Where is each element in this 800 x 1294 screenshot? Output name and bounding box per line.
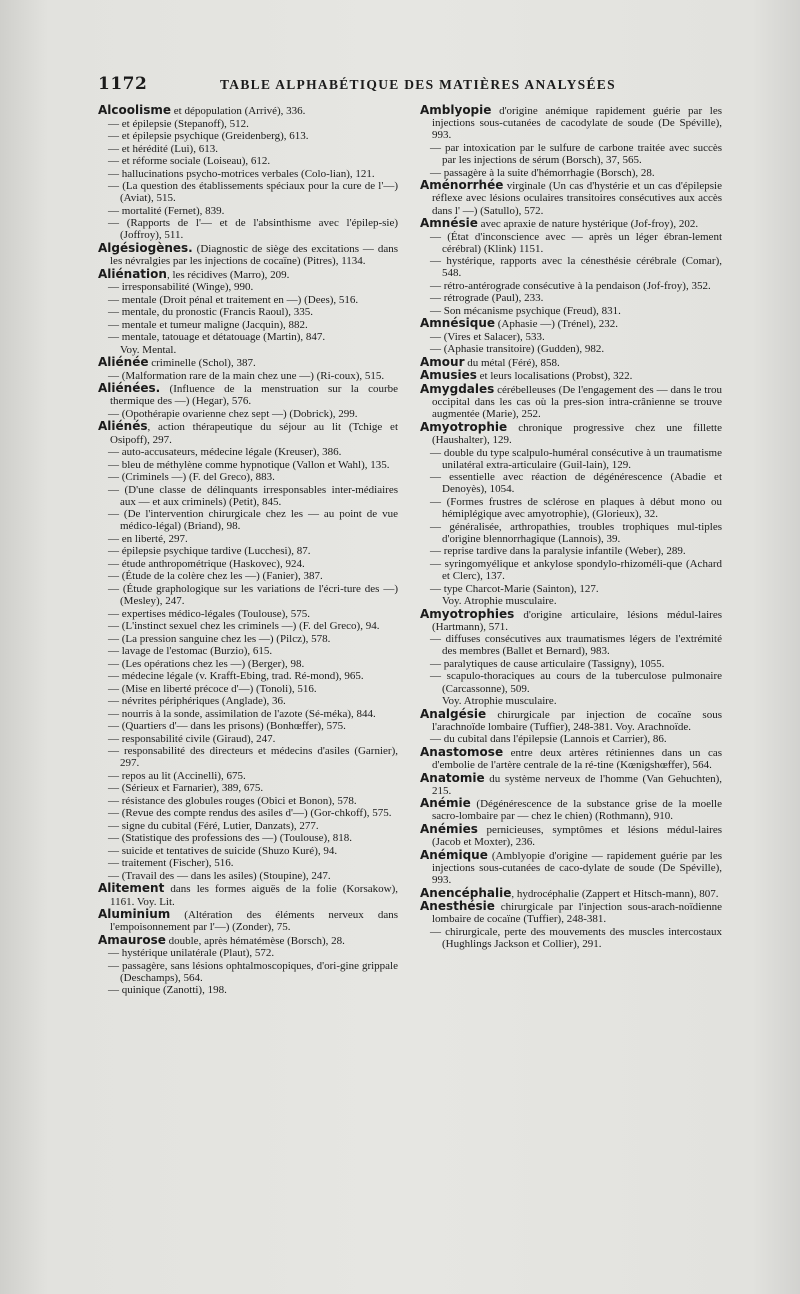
index-subentry bbox=[98, 471, 398, 483]
index-entry bbox=[98, 242, 398, 267]
entry-keyword: Amaurose bbox=[98, 932, 166, 947]
index-subentry bbox=[98, 608, 398, 620]
index-subentry bbox=[98, 795, 398, 807]
index-subentry bbox=[420, 231, 722, 255]
index-subentry bbox=[98, 770, 398, 782]
index-column-right bbox=[420, 104, 722, 950]
running-title: TABLE ALPHABÉTIQUE DES MATIÈRES ANALYSÉES bbox=[220, 77, 616, 92]
entry-text: — nourris à la sonde, assimilation de l'azote (Sé-méka), 844. bbox=[108, 707, 376, 720]
entry-text: avec apraxie de nature hystérique (Jof-froy), 202. bbox=[477, 218, 699, 231]
entry-text: chirurgicale par l'injection sous-arach-noïdienne lombaire de cocaïne (Tuffier), 248-381. bbox=[432, 901, 722, 926]
index-subentry bbox=[420, 471, 722, 495]
entry-text: — (Revue des compte rendus des asiles d'—) (Gor-chkoff), 575. bbox=[108, 807, 392, 820]
index-subentry bbox=[420, 280, 722, 292]
index-subentry bbox=[98, 558, 398, 570]
entry-text: chronique progressive chez une fillette (Haushalter), 129. bbox=[432, 421, 722, 447]
index-entry bbox=[420, 104, 722, 142]
entry-text: — reprise tardive dans la paralysie infantile (Weber), 289. bbox=[430, 545, 686, 558]
index-entry bbox=[98, 268, 398, 281]
index-entry bbox=[420, 708, 722, 733]
entry-text: — essentielle avec réaction de dégénérescence (Abadie et Denoyès), 1054. bbox=[430, 471, 722, 496]
page-header bbox=[98, 74, 738, 98]
entry-keyword: Anatomie bbox=[420, 770, 485, 785]
index-subentry bbox=[98, 217, 398, 241]
entry-text: et dépopulation (Arrivé), 336. bbox=[171, 105, 306, 117]
entry-text: — expertises médico-légales (Toulouse), 575. bbox=[108, 607, 311, 620]
entry-keyword: Amnésique bbox=[420, 316, 495, 331]
entry-text: chirurgicale par injection de cocaïne sous l'arachnoïde lombaire (Tuffier), 248-381. Voy. Arachnoïde. bbox=[432, 708, 722, 733]
index-subentry bbox=[98, 408, 398, 420]
entry-keyword: Analgésie bbox=[420, 706, 487, 721]
entry-text: — (L'instinct sexuel chez les criminels —) (F. del Greco), 94. bbox=[108, 620, 380, 633]
index-subentry bbox=[420, 521, 722, 545]
index-subentry bbox=[98, 620, 398, 632]
index-entry bbox=[420, 369, 722, 382]
index-subentry bbox=[98, 180, 398, 204]
index-subentry bbox=[98, 845, 398, 857]
index-subentry bbox=[98, 118, 398, 130]
index-subentry bbox=[420, 496, 722, 520]
index-subentry bbox=[98, 281, 398, 293]
entry-text: (Influence de la menstruation sur la courbe thermique des —) (Hegar), 576. bbox=[110, 383, 398, 408]
entry-text: — type Charcot-Marie (Sainton), 127. bbox=[430, 582, 599, 595]
index-entry bbox=[420, 217, 722, 230]
entry-text: — et épilepsie psychique (Greidenberg), 613. bbox=[108, 130, 309, 142]
index-subentry bbox=[98, 306, 398, 318]
index-subentry bbox=[420, 142, 722, 166]
index-entry bbox=[420, 823, 722, 848]
index-entry bbox=[420, 849, 722, 887]
entry-text: — étude anthropométrique (Haskovec), 924. bbox=[108, 557, 305, 570]
entry-text: — (Mise en liberté précoce d'—) (Tonoli), 516. bbox=[108, 682, 317, 695]
index-entry bbox=[98, 104, 398, 117]
entry-text: — repos au lit (Accinelli), 675. bbox=[108, 769, 246, 782]
entry-keyword: Aluminium bbox=[98, 907, 171, 922]
index-subentry bbox=[98, 960, 398, 984]
entry-keyword: Aménorrhée bbox=[420, 178, 504, 193]
index-column-left bbox=[98, 104, 398, 997]
index-subentry bbox=[98, 508, 398, 532]
index-subentry bbox=[98, 683, 398, 695]
entry-text: — (Vires et Salacer), 533. bbox=[430, 330, 545, 343]
index-subentry bbox=[98, 484, 398, 508]
entry-text: — et réforme sociale (Loiseau), 612. bbox=[108, 155, 271, 167]
entry-text: d'origine anémique rapidement guérie par les injections sous-cutanées de cacodylate de soude (De Spéville), 993. bbox=[432, 105, 722, 142]
entry-text: — en liberté, 297. bbox=[108, 532, 188, 545]
entry-text: (Amblyopie d'origine — rapidement guérie par les injections sous-cutanées de caco-dylate de soude (De Spéville), 993. bbox=[432, 849, 722, 887]
entry-keyword: Anencéphalie bbox=[420, 885, 512, 900]
index-entry bbox=[420, 317, 722, 330]
entry-keyword: Anémies bbox=[420, 821, 478, 836]
index-entry bbox=[420, 900, 722, 925]
entry-text: (Dégénérescence de la substance grise de la moelle sacro-lombaire par — chez le chien) (Rothmann), 910. bbox=[432, 798, 722, 823]
index-entry bbox=[420, 746, 722, 771]
index-subentry bbox=[420, 926, 722, 950]
entry-text: — suicide et tentatives de suicide (Shuzo Kuré), 94. bbox=[108, 844, 338, 857]
entry-keyword: Alitement bbox=[98, 881, 165, 896]
index-subentry bbox=[98, 658, 398, 670]
entry-text: — syringomyélique et ankylose spondylo-rhizoméli-que (Achard et Clerc), 137. bbox=[430, 557, 722, 583]
index-subentry bbox=[98, 857, 398, 869]
index-subentry bbox=[98, 545, 398, 557]
entry-text: — (Sérieux et Farnarier), 389, 675. bbox=[108, 782, 264, 795]
entry-text: (Altération des éléments nerveux dans l'empoisonnement par l'—) (Zonder), 75. bbox=[110, 909, 398, 934]
entry-text: du système nerveux de l'homme (Van Gehuchten), 215. bbox=[432, 772, 722, 797]
entry-text: — mentale et tumeur maligne (Jacquin), 882. bbox=[108, 318, 308, 331]
index-entry bbox=[98, 908, 398, 933]
index-entry bbox=[420, 356, 722, 369]
index-entry bbox=[98, 382, 398, 407]
entry-text: — rétro-antérograde consécutive à la pendaison (Jof-froy), 352. bbox=[430, 279, 711, 292]
index-entry bbox=[98, 934, 398, 947]
entry-text: Voy. Atrophie musculaire. bbox=[442, 595, 557, 608]
index-subentry bbox=[98, 583, 398, 607]
entry-text: — (Statistique des professions des —) (Toulouse), 818. bbox=[108, 832, 352, 845]
entry-keyword: Anesthésie bbox=[420, 899, 495, 914]
index-subentry bbox=[98, 168, 398, 180]
entry-text: — hallucinations psycho-motrices verbales (Colo-lian), 121. bbox=[108, 167, 375, 180]
index-subentry bbox=[98, 294, 398, 306]
index-subentry bbox=[98, 533, 398, 545]
entry-text: — (Aphasie transitoire) (Gudden), 982. bbox=[430, 343, 605, 356]
entry-text: dans les formes aiguës de la folie (Korsakow), 1161. Voy. Lit. bbox=[110, 883, 398, 908]
index-subentry bbox=[420, 167, 722, 179]
entry-text: , les récidives (Marro), 209. bbox=[166, 268, 290, 281]
entry-text: — hystérique unilatérale (Plaut), 572. bbox=[108, 947, 275, 960]
entry-text: — médecine légale (v. Krafft-Ebing, trad. Ré-mond), 965. bbox=[108, 670, 364, 683]
entry-text: — chirurgicale, perte des mouvements des muscles intercostaux (Hughlings Jackson et Collier), 291. bbox=[430, 925, 722, 950]
index-subentry bbox=[98, 205, 398, 217]
entry-text: — responsabilité civile (Giraud), 247. bbox=[108, 732, 276, 745]
entry-text: virginale (Un cas d'hystérie et un cas d'épilepsie réflexe avec lésions oculaires transitoires consécutives aux accès dans l' —) (Satullo), 572. bbox=[432, 180, 722, 217]
see-also-reference bbox=[98, 344, 398, 356]
entry-keyword: Aliénée bbox=[98, 355, 149, 370]
index-entry bbox=[420, 421, 722, 446]
see-also-reference bbox=[420, 595, 722, 607]
entry-text: — (Quartiers d'— dans les prisons) (Bonhœffer), 575. bbox=[108, 720, 346, 733]
index-subentry bbox=[420, 658, 722, 670]
index-subentry bbox=[420, 447, 722, 471]
entry-text: — responsabilité des directeurs et médecins d'asiles (Garnier), 297. bbox=[108, 745, 398, 770]
entry-keyword: Aliénés bbox=[98, 419, 148, 434]
entry-text: — auto-accusateurs, médecine légale (Kreuser), 386. bbox=[108, 446, 342, 459]
entry-text: — (La pression sanguine chez les —) (Pilcz), 578. bbox=[108, 632, 331, 645]
index-subentry bbox=[420, 545, 722, 557]
index-subentry bbox=[98, 832, 398, 844]
entry-text: — double du type scalpulo-huméral consécutive à un traumatisme unilatéral extra-articulaire (Guil-lain), 129. bbox=[430, 446, 722, 471]
entry-text: pernicieuses, symptômes et lésions médul-laires (Jacob et Moxter), 236. bbox=[432, 823, 722, 849]
entry-keyword: Amyotrophies bbox=[420, 606, 515, 621]
entry-text: , action thérapeutique du séjour au lit (Tchige et Osipoff), 297. bbox=[110, 421, 398, 446]
index-subentry bbox=[98, 155, 398, 167]
index-subentry bbox=[420, 558, 722, 582]
entry-keyword: Aliénées. bbox=[98, 381, 161, 396]
entry-text: — (Malformation rare de la main chez une —) (Ri-coux), 515. bbox=[108, 369, 385, 382]
index-subentry bbox=[98, 570, 398, 582]
entry-text: — irresponsabilité (Winge), 990. bbox=[108, 281, 254, 294]
index-subentry bbox=[420, 343, 722, 355]
entry-text: — diffuses consécutives aux traumatismes légers de l'extrémité des membres (Ballet et Bernard), 983. bbox=[430, 633, 722, 658]
index-subentry bbox=[98, 947, 398, 959]
index-entry bbox=[420, 179, 722, 217]
entry-text: — mortalité (Fernet), 839. bbox=[108, 204, 225, 217]
index-entry bbox=[420, 383, 722, 421]
index-subentry bbox=[98, 745, 398, 769]
index-subentry bbox=[98, 446, 398, 458]
index-entry bbox=[98, 356, 398, 369]
entry-text: double, après hématémèse (Borsch), 28. bbox=[165, 934, 345, 947]
entry-keyword: Amblyopie bbox=[420, 103, 492, 117]
index-subentry bbox=[420, 733, 722, 745]
index-subentry bbox=[98, 870, 398, 882]
index-entry bbox=[420, 772, 722, 797]
entry-text: — Son mécanisme psychique (Freud), 831. bbox=[430, 304, 621, 317]
index-subentry bbox=[98, 319, 398, 331]
entry-keyword: Amusies bbox=[420, 368, 477, 383]
entry-text: — passagère à la suite d'hémorrhagie (Borsch), 28. bbox=[430, 166, 655, 179]
entry-text: — rétrograde (Paul), 233. bbox=[430, 292, 544, 305]
entry-keyword: Anémique bbox=[420, 847, 488, 862]
entry-keyword: Amour bbox=[420, 354, 465, 369]
entry-text: — (Criminels —) (F. del Greco), 883. bbox=[108, 471, 275, 484]
entry-text: — (Travail des — dans les asiles) (Stoupine), 247. bbox=[108, 869, 331, 882]
index-subentry bbox=[98, 984, 398, 996]
index-subentry bbox=[98, 807, 398, 819]
entry-text: — (Formes frustres de sclérose en plaques à début mono ou hémiplégique avec amyotrophie), (Glorieux), 32. bbox=[430, 495, 722, 521]
entry-text: — du cubital dans l'épilepsie (Lannois et Carrier), 86. bbox=[430, 733, 667, 746]
entry-text: entre deux artères rétiniennes dans un cas d'embolie de l'artère centrale de la ré-tine (Kœnigshœffer), 564. bbox=[432, 746, 722, 772]
entry-text: — (La question des établissements spéciaux pour la cure de l'—) (Aviat), 515. bbox=[108, 180, 398, 205]
entry-text: — névrites périphériques (Anglade), 36. bbox=[108, 695, 286, 708]
index-subentry bbox=[98, 782, 398, 794]
entry-text: — épilepsie psychique tardive (Lucchesi), 87. bbox=[108, 545, 311, 558]
entry-text: — mentale, du pronostic (Francis Raoul), 335. bbox=[108, 306, 313, 319]
entry-text: (Aphasie —) (Trénel), 232. bbox=[495, 318, 619, 331]
entry-text: — et hérédité (Lui), 613. bbox=[108, 142, 218, 155]
index-subentry bbox=[98, 633, 398, 645]
entry-text: du métal (Féré), 858. bbox=[464, 356, 560, 369]
index-subentry bbox=[98, 708, 398, 720]
entry-text: , hydrocéphalie (Zappert et Hitsch-mann), 807. bbox=[511, 887, 719, 900]
index-subentry bbox=[98, 670, 398, 682]
entry-text: — mentale (Droit pénal et traitement en —) (Dees), 516. bbox=[108, 293, 359, 306]
entry-keyword: Anastomose bbox=[420, 744, 504, 759]
index-subentry bbox=[420, 633, 722, 657]
index-subentry bbox=[98, 733, 398, 745]
entry-text: Voy. Mental. bbox=[120, 343, 177, 356]
entry-text: cérébelleuses (De l'engagement des — dans le trou occipital dans les cas où la pres-sion intra-crânienne se trouve augmentée (Marie), 252. bbox=[432, 383, 722, 421]
index-entry bbox=[98, 882, 398, 907]
index-entry bbox=[420, 887, 722, 900]
index-subentry bbox=[420, 255, 722, 279]
entry-text: — et épilepsie (Stepanoff), 512. bbox=[108, 117, 249, 130]
entry-text: — (Rapports de l'— et de l'absinthisme avec l'épilep-sie) (Joffroy), 511. bbox=[108, 217, 398, 242]
entry-text: — scapulo-thoraciques au cours de la tuberculose pulmonaire (Carcassonne), 509. bbox=[430, 670, 722, 695]
index-subentry bbox=[98, 695, 398, 707]
entry-text: — quinique (Zanotti), 198. bbox=[108, 984, 227, 997]
entry-keyword: Amnésie bbox=[420, 216, 478, 231]
entry-text: — généralisée, arthropathies, troubles trophiques mul-tiples d'origine blennorrhagique (Lannois), 39. bbox=[430, 520, 722, 545]
entry-text: — passagère, sans lésions ophtalmoscopiques, d'ori-gine grippale (Deschamps), 564. bbox=[108, 959, 398, 984]
index-subentry bbox=[98, 370, 398, 382]
page-number: 1172 bbox=[98, 74, 148, 94]
index-subentry bbox=[98, 143, 398, 155]
see-also-reference bbox=[420, 695, 722, 707]
index-subentry bbox=[420, 292, 722, 304]
entry-text: — (Opothérapie ovarienne chez sept —) (Dobrick), 299. bbox=[108, 407, 358, 420]
entry-keyword: Algésiogènes. bbox=[98, 240, 193, 255]
entry-keyword: Aliénation bbox=[98, 266, 167, 281]
entry-text: — résistance des globules rouges (Obici et Bonon), 578. bbox=[108, 794, 357, 807]
entry-keyword: Amygdales bbox=[420, 381, 495, 396]
index-subentry bbox=[420, 331, 722, 343]
entry-text: — (État d'inconscience avec — après un léger ébran-lement cérébral) (Klink) 1151. bbox=[430, 230, 722, 255]
index-subentry bbox=[420, 305, 722, 317]
index-subentry bbox=[420, 583, 722, 595]
entry-text: et leurs localisations (Probst), 322. bbox=[476, 370, 633, 383]
entry-keyword: Alcoolisme bbox=[98, 103, 172, 117]
entry-text: — signe du cubital (Féré, Lutier, Danzats), 277. bbox=[108, 819, 319, 832]
entry-text: — (Étude de la colère chez les —) (Fanier), 387. bbox=[108, 570, 323, 583]
index-subentry bbox=[98, 459, 398, 471]
entry-text: — (Les opérations chez les —) (Berger), 98. bbox=[108, 657, 305, 670]
entry-text: — (De l'intervention chirurgicale chez les — au point de vue médico-légal) (Briand), 98. bbox=[108, 508, 398, 533]
entry-text: — paralytiques de cause articulaire (Tassigny), 1055. bbox=[430, 657, 665, 670]
index-subentry bbox=[98, 331, 398, 343]
index-entry bbox=[420, 797, 722, 822]
entry-text: — lavage de l'estomac (Burzio), 615. bbox=[108, 645, 273, 658]
entry-text: d'origine articulaire, lésions médul-laires (Hartmann), 571. bbox=[432, 608, 722, 633]
entry-text: — traitement (Fischer), 516. bbox=[108, 857, 234, 870]
entry-text: — (D'une classe de délinquants irresponsables inter-médiaires aux — et aux criminels) (Petit), 845. bbox=[108, 483, 398, 508]
entry-text: — bleu de méthylène comme hypnotique (Vallon et Wahl), 135. bbox=[108, 458, 390, 471]
entry-text: (Diagnostic de siège des excitations — dans les névralgies par les injections de cocaïne) (Pitres), 1134. bbox=[110, 242, 398, 268]
index-subentry bbox=[98, 820, 398, 832]
entry-text: — mentale, tatouage et détatouage (Martin), 847. bbox=[108, 331, 326, 344]
entry-text: criminelle (Schol), 387. bbox=[148, 357, 256, 370]
index-subentry bbox=[98, 645, 398, 657]
entry-text: — (Étude graphologique sur les variations de l'écri-ture des —) (Mesley), 247. bbox=[108, 582, 398, 608]
entry-text: Voy. Atrophie musculaire. bbox=[442, 695, 557, 708]
entry-text: — par intoxication par le sulfure de carbone traitée avec succès par les injections de sérum (Borsch), 37, 565. bbox=[430, 141, 722, 167]
entry-keyword: Anémie bbox=[420, 796, 471, 811]
index-subentry bbox=[98, 720, 398, 732]
index-subentry bbox=[98, 130, 398, 142]
index-entry bbox=[420, 608, 722, 633]
entry-text: — hystérique, rapports avec la cénesthésie cérébrale (Comar), 548. bbox=[430, 255, 722, 280]
index-subentry bbox=[420, 670, 722, 694]
index-entry bbox=[98, 420, 398, 445]
entry-keyword: Amyotrophie bbox=[420, 419, 508, 434]
